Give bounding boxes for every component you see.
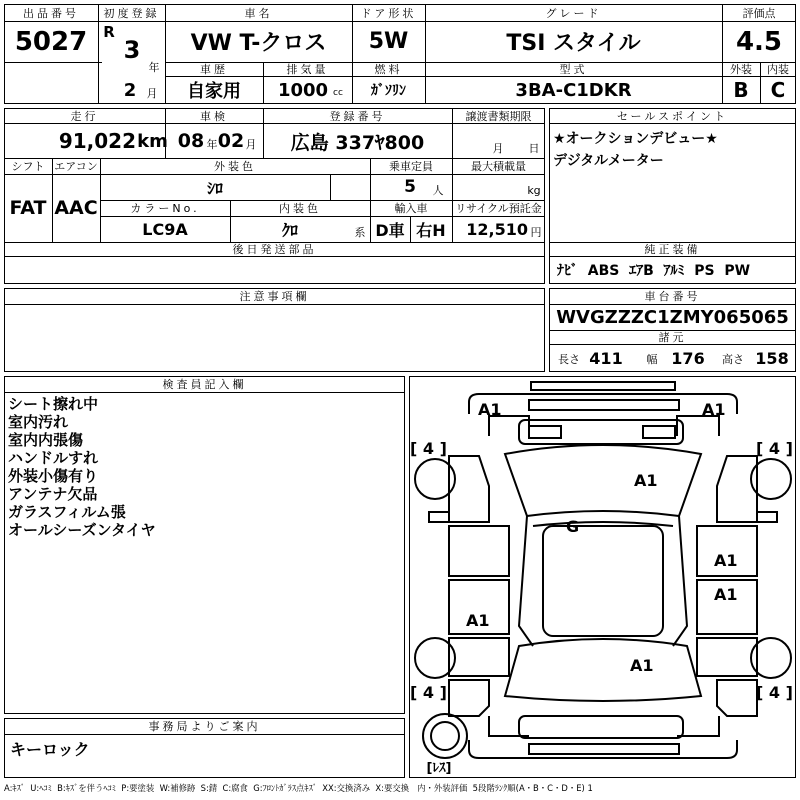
legend: A:ｷｽﾞ U:ﾍｺﾐ B:ｷｽﾞを伴うﾍｺﾐ P:要塗装 W:補修跡 S:錆 C:腐食 G:ﾌﾛﾝﾄｶﾞﾗｽ点ｷｽﾞ XX:交換済み X:要交換 内・外装評価 5段階ﾗﾝｸ順(A・B・C・D・E) 1 xyxy=(4,783,593,793)
damage-mark: A1 xyxy=(714,585,738,604)
aircon-header: エアコン xyxy=(54,160,98,173)
first-reg-month-unit: 月 xyxy=(146,87,158,100)
lot-header: 出品番号 xyxy=(23,6,79,20)
width-value: 176 xyxy=(671,348,705,368)
sales-point-line-2: デジタルメーター xyxy=(553,153,664,169)
damage-mark: A1 xyxy=(630,656,654,675)
office-header: 事務局よりご案内 xyxy=(148,720,261,733)
caution-value xyxy=(4,306,545,370)
length-label: 長さ xyxy=(558,353,580,366)
chassis-number: WVGZZZC1ZMY065065 xyxy=(556,306,789,328)
interior-header: 内装 xyxy=(767,63,789,76)
chassis-header: 車台番号 xyxy=(644,290,701,303)
car-name: VW T-クロス xyxy=(190,31,327,56)
ext-color-header: 外装色 xyxy=(214,160,256,173)
caution-header: 注意事項欄 xyxy=(239,290,310,303)
damage-mark: A1 xyxy=(714,551,738,570)
first-reg-month: 2 xyxy=(123,79,137,101)
aircon-value: AAC xyxy=(54,197,98,219)
shift-value: FAT xyxy=(9,197,47,219)
score-value: 4.5 xyxy=(735,26,783,57)
history-header: 車歴 xyxy=(200,63,228,76)
later-parts-header: 後日発送部品 xyxy=(232,243,317,256)
inspection-header: 車検 xyxy=(200,109,228,123)
lot-number: 5027 xyxy=(14,26,88,57)
equipment-header: 純正装備 xyxy=(644,243,701,256)
length-value: 411 xyxy=(589,348,623,368)
tire-front-left: [ 4 ] xyxy=(410,439,447,458)
sales-point-header: セールスポイント xyxy=(616,109,728,123)
history-value: 自家用 xyxy=(187,81,241,102)
exterior-score: B xyxy=(733,78,749,102)
office-value: キーロック xyxy=(10,739,90,759)
damage-mark: A1 xyxy=(634,471,658,490)
model-header: 型式 xyxy=(559,63,588,76)
width-label: 幅 xyxy=(646,353,658,366)
recycle-header: リサイクル預託金 xyxy=(455,202,542,215)
inspection-month-unit: 月 xyxy=(245,138,257,151)
inspector-note: 室内内張傷 xyxy=(8,431,84,449)
int-color-header: 内装色 xyxy=(279,202,321,215)
interior-score: C xyxy=(770,78,786,102)
inspector-note: ガラスフィルム張 xyxy=(8,503,126,521)
transfer-day-unit: 日 xyxy=(528,142,540,155)
ext-color-value: ｼﾛ xyxy=(206,178,223,198)
first-reg-year: 3 xyxy=(123,36,141,64)
recycle-value: 12,510 xyxy=(466,219,528,239)
first-reg-era: R xyxy=(103,23,115,41)
color-no-value: LC9A xyxy=(142,219,188,239)
capacity-header: 乗車定員 xyxy=(389,160,433,173)
inspector-header: 検査員記入欄 xyxy=(162,378,247,391)
mileage-header: 走行 xyxy=(70,109,99,123)
height-value: 158 xyxy=(755,348,789,368)
reg-no-header: 登録番号 xyxy=(329,109,386,123)
sales-point-line-1: ★オークションデビュー★ xyxy=(553,131,718,147)
int-color-value: ｸﾛ xyxy=(281,220,298,240)
transfer-month-unit: 月 xyxy=(492,142,504,155)
displacement-header: 排気量 xyxy=(286,63,329,76)
inspector-note: 室内汚れ xyxy=(8,413,69,431)
car-name-header: 車名 xyxy=(244,6,273,20)
damage-mark: A1 xyxy=(466,611,490,630)
dims-header: 諸元 xyxy=(658,331,687,344)
inspector-note: ハンドルすれ xyxy=(8,449,99,467)
reg-no-value: 広島 337ﾔ800 xyxy=(290,131,425,154)
exterior-header: 外装 xyxy=(730,63,752,76)
max-load-header: 最大積載量 xyxy=(471,160,526,173)
import-type: D車 xyxy=(375,220,405,240)
tire-rear-right: [ 4 ] xyxy=(756,683,793,702)
inspector-note: オールシーズンタイヤ xyxy=(8,521,156,539)
color-no-header: カラーNo. xyxy=(130,202,200,215)
damage-mark: G xyxy=(566,517,580,536)
damage-mark: A1 xyxy=(702,400,726,419)
inspection-year: 08 xyxy=(177,130,205,152)
door-header: ドア形状 xyxy=(360,6,417,20)
first-reg-year-unit: 年 xyxy=(148,61,160,74)
grade-header: グレード xyxy=(545,6,602,20)
import-header: 輸入車 xyxy=(394,202,428,215)
inspector-notes xyxy=(8,395,398,539)
score-header: 評価点 xyxy=(742,6,776,20)
inspector-note: シート擦れ中 xyxy=(8,395,99,413)
tire-front-right: [ 4 ] xyxy=(756,439,793,458)
model-value: 3BA-C1DKR xyxy=(515,79,632,101)
spare-tire: [ﾚｽ] xyxy=(426,760,452,776)
recycle-unit: 円 xyxy=(530,226,542,239)
capacity-value: 5 xyxy=(404,177,416,197)
shift-header: シフト xyxy=(11,160,45,173)
inspector-note: アンテナ欠品 xyxy=(8,485,98,503)
transfer-header: 譲渡書類期限 xyxy=(465,109,532,123)
mileage-value: 91,022 xyxy=(58,129,136,153)
inspection-month: 02 xyxy=(217,130,245,152)
capacity-unit: 人 xyxy=(432,184,444,197)
equipment-value: ﾅﾋﾞ ABS ｴｱB ｱﾙﾐ PS PW xyxy=(557,263,751,279)
displacement-value: 1000 xyxy=(277,79,329,101)
tire-rear-left: [ 4 ] xyxy=(410,683,447,702)
inspection-year-unit: 年 xyxy=(206,138,218,151)
import-steering: 右H xyxy=(416,220,446,240)
height-label: 高さ xyxy=(722,353,744,366)
mileage-unit: km xyxy=(137,130,168,152)
damage-mark: A1 xyxy=(478,400,502,419)
car-diagram xyxy=(409,376,796,778)
grade-value: TSI スタイル xyxy=(506,31,641,56)
door-type: 5W xyxy=(368,29,409,54)
displacement-unit: cc xyxy=(333,88,343,98)
inspector-note: 外装小傷有り xyxy=(8,467,99,485)
later-parts-value xyxy=(4,256,545,284)
fuel-header: 燃料 xyxy=(374,63,403,76)
int-color-unit: 系 xyxy=(354,226,366,239)
fuel-value: ｶﾞｿﾘﾝ xyxy=(371,83,406,99)
first-reg-header: 初度登録 xyxy=(103,6,160,20)
max-load-unit: kg xyxy=(527,183,541,197)
